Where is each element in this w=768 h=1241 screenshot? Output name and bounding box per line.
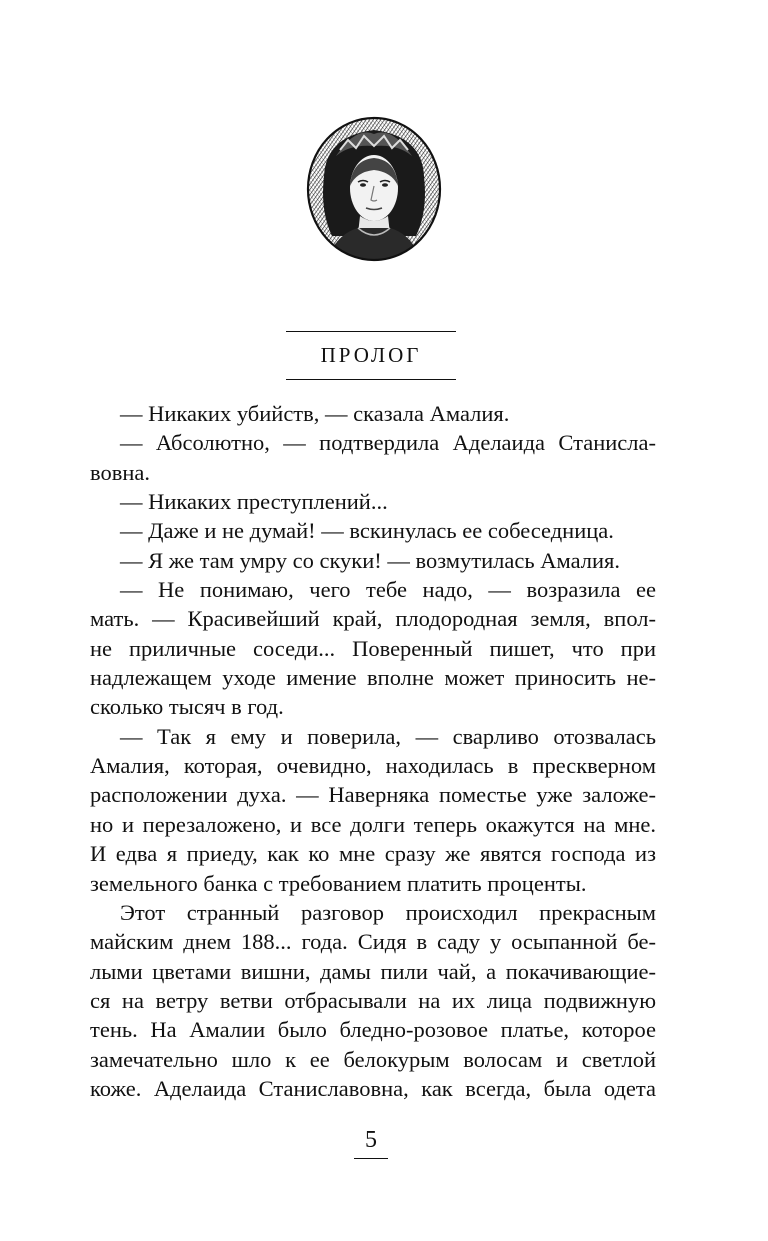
text-line: вовна. (90, 459, 150, 485)
text-line: надлежащем уходе имение вполне может приносить не- (90, 665, 656, 691)
text-line: тень. На Амалии было бледно-розовое платье, которое (90, 1017, 656, 1043)
page-number: 5 (365, 1127, 377, 1153)
text-line: — Я же там умру со скуки! — возмутилась Амалия. (120, 547, 621, 573)
text-line: Амалия, которая, очевидно, находилась в прескверном (90, 753, 656, 779)
text-line: — Никаких убийств, — сказала Амалия. (120, 401, 510, 426)
body-text (90, 399, 656, 1103)
engraved-portrait-icon (306, 116, 442, 262)
text-line: коже. Аделаида Станиславовна, как всегда, была одета (90, 1075, 656, 1101)
text-line: — Так я ему и поверила, — сварливо отозвалась (120, 723, 656, 749)
text-line: лыми цветами вишни, дамы пили чай, а покачивающие- (90, 958, 656, 984)
text-line: — Не понимаю, чего тебе надо, — возразила ее (120, 577, 656, 603)
text-line: но и перезаложено, и все долги теперь окажутся на мне. (90, 811, 656, 837)
text-line: расположении духа. — Наверняка поместье уже заложе- (90, 782, 656, 808)
text-line: — Даже и не думай! — вскинулась ее собеседница. (120, 518, 614, 544)
page-number-rule (354, 1158, 388, 1159)
text-line: земельного банка с требованием платить проценты. (90, 870, 587, 896)
title-rule-top (286, 331, 456, 332)
text-line: майским днем 188... года. Сидя в саду у осыпанной бе- (90, 929, 656, 955)
text-line: И едва я приеду, как ко мне сразу же явятся господа из (90, 841, 656, 867)
chapter-title: ПРОЛОГ (320, 343, 422, 367)
text-line: — Никаких преступлений... (120, 489, 388, 515)
text-line: сколько тысяч в год. (90, 694, 284, 720)
text-line: мать. — Красивейший край, плодородная земля, впол- (90, 606, 656, 632)
text-line: замечательно шло к ее белокурым волосам и светлой (90, 1046, 656, 1072)
text-line: ся на ветру ветви отбрасывали на их лица подвижную (90, 987, 656, 1013)
title-rule-bottom (286, 379, 456, 380)
text-line: — Абсолютно, — подтвердила Аделаида Станисла- (120, 430, 656, 456)
text-line: Этот странный разговор происходил прекрасным (120, 899, 656, 925)
text-line: не приличные соседи... Поверенный пишет, что при (90, 635, 656, 661)
